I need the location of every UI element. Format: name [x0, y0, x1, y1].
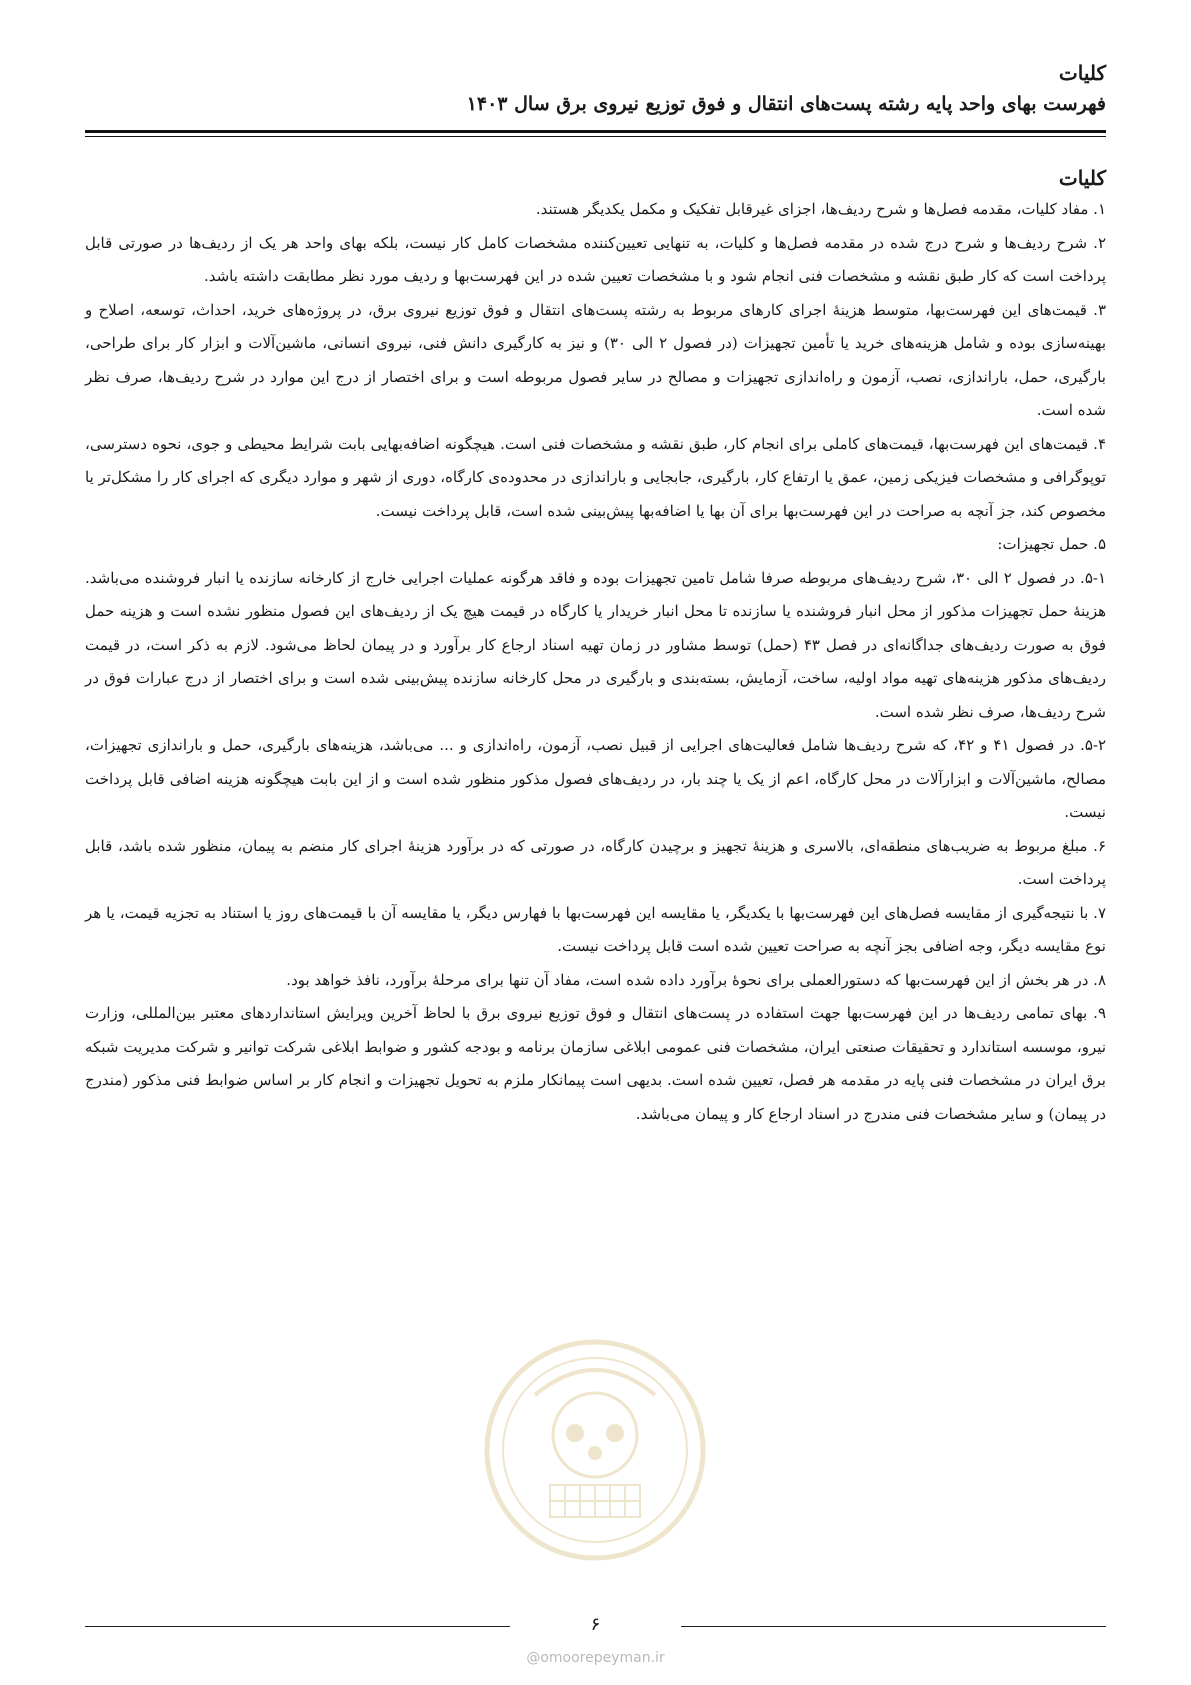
paragraph-5-1: ۵-۱. در فصول ۲ الی ۳۰، شرح ردیف‌های مربوطه صرفا شامل تامین تجهیزات بوده و فاقد هرگونه عملیات اجرایی خارج از کارخانه سازنده یا انبار فروشنده می‌باشد. هزینهٔ حمل تجهیزات مذکور از محل انبار فروشنده یا سازنده تا محل انبار خریدار یا کارگاه در قیمت هیچ یک از ردیف‌های این فصول منظور نشده است و هزینه حمل فوق به صورت ردیف‌های جداگانه‌ای در فصل ۴۳ (حمل) توسط مشاور در زمان تهیه اسناد ارجاع کار برآورد و در پیمان لحاظ می‌شود. لازم به ذکر است، در قیمت ردیف‌های مذکور هزینه‌های تهیه مواد اولیه، ساخت، آزمایش، بسته‌بندی و بارگیری در محل کارخانه سازنده پیش‌بینی شده است و برای اختصار از درج عبارات فوق در شرح ردیف‌ها، صرف نظر شده است.	[85, 568, 1107, 721]
watermark-seal-icon	[480, 1335, 710, 1565]
paragraph-5: ۵. حمل تجهیزات:	[997, 535, 1106, 553]
site-watermark-text: @omoorepeyman.ir	[526, 1650, 665, 1666]
paragraph-2: ۲. شرح ردیف‌ها و شرح درج شده در مقدمه فصل‌ها و کلیات، به تنهایی تعیین‌کننده مشخصات کامل کار نیست، بلکه بهای واحد هر یک از ردیف‌ها در صورتی قابل پرداخت است که کار طبق نقشه و مشخصات فنی انجام شود و با مشخصات تعیین شده در این فهرست‌بها و ردیف مورد نظر مطابقت داشته باشد.	[85, 233, 1106, 285]
paragraph-8: ۸. در هر بخش از این فهرست‌بها که دستورالعملی برای نحوهٔ برآورد داده شده است، مفاد آن تنها برای مرحلهٔ برآورد، نافذ خواهد بود.	[286, 970, 1106, 989]
paragraph-1: ۱. مفاد کلیات، مقدمه فصل‌ها و شرح ردیف‌ها، اجزای غیرقابل تفکیک و مکمل یکدیگر هستند.	[535, 200, 1106, 218]
header-rule-thin	[85, 136, 1106, 137]
page-number: ۶	[590, 1614, 601, 1635]
header-title: فهرست بهای واحد پایه رشته پست‌های انتقال و فوق توزیع نیروی برق سال ۱۴۰۳	[466, 93, 1106, 115]
paragraph-3: ۳. قیمت‌های این فهرست‌بها، متوسط هزینهٔ اجرای کارهای مربوط به رشته پست‌های انتقال و فوق توزیع نیروی برق، در پروژه‌های خرید، احداث، توسعه، اصلاح و بهینه‌سازی بوده و شامل هزینه‌های خرید یا تأمین تجهیزات (در فصول ۲ الی ۳۰) و نیز به کارگیری دانش فنی، نیروی انسانی، ماشین‌آلات و ابزار کار برای طراحی، بارگیری، حمل، باراندازی، نصب، آزمون و راه‌اندازی تجهیزات و مصالح در سایر فصول مربوطه است و برای اختصار از درج این موارد در شرح ردیف‌ها، صرف نظر شده است.	[85, 300, 1106, 419]
paragraph-6: ۶. مبلغ مربوط به ضریب‌های منطقه‌ای، بالاسری و هزینهٔ تجهیز و برچیدن کارگاه، در صورتی که در برآورد هزینهٔ اجرای کار منضم به پیمان، منظور شده باشد، قابل پرداخت است.	[85, 836, 1106, 888]
header-category: کلیات	[1058, 61, 1106, 85]
paragraph-7: ۷. با نتیجه‌گیری از مقایسه فصل‌های این فهرست‌بها با یکدیگر، یا مقایسه این فهرست‌بها با فهارس دیگر، یا مقایسه آن با قیمت‌های روز یا استناد به تجزیه قیمت، یا هر نوع مقایسه دیگر، وجه اضافی بجز آنچه به صراحت تعیین شده است قابل پرداخت نیست.	[85, 903, 1106, 955]
header-rule-thick	[85, 130, 1106, 133]
section-title: کلیات	[1058, 166, 1106, 190]
page-header	[85, 58, 1106, 120]
paragraph-4: ۴. قیمت‌های این فهرست‌بها، قیمت‌های کاملی برای انجام کار، طبق نقشه و مشخصات فنی است. هیچگونه اضافه‌بهایی بابت شرایط محیطی و جوی، نحوه دسترسی، توپوگرافی و مشخصات فیزیکی زمین، عمق یا ارتفاع کار، بارگیری، جابجایی و باراندازی در محدوده‌ی کارگاه، دوری از شهر و موارد دیگری که اجرای کار را مشکل‌تر یا مخصوص کند، جز آنچه به صراحت در این فهرست‌بها برای آن بها یا اضافه‌بها پیش‌بینی شده است، قابل پرداخت نیست.	[85, 434, 1106, 520]
body-text	[85, 193, 1106, 1131]
paragraph-9: ۹. بهای تمامی ردیف‌ها در این فهرست‌بها جهت استفاده در پست‌های انتقال و فوق توزیع نیروی برق با لحاظ آخرین ویرایش استانداردهای معتبر بین‌المللی، وزارت نیرو، موسسه استاندارد و تحقیقات صنعتی ایران، مشخصات فنی عمومی ابلاغی سازمان برنامه و بودجه کشور و ضوابط ابلاغی شرکت توانیر و شرکت مدیریت شبکه برق ایران در مشخصات فنی پایه در مقدمه هر فصل، تعیین شده است. بدیهی است پیمانکار ملزم به تحویل تجهیزات و انجام کار بر اساس ضوابط فنی مذکور (مندرج در پیمان) و سایر مشخصات فنی مندرج در اسناد ارجاع کار و پیمان می‌باشد.	[85, 1004, 1106, 1123]
paragraph-5-2: ۵-۲. در فصول ۴۱ و ۴۲، که شرح ردیف‌ها شامل فعالیت‌های اجرایی از قبیل نصب، آزمون، راه‌اندازی و ... می‌باشد، هزینه‌های بارگیری، حمل و باراندازی تجهیزات، مصالح، ماشین‌آلات و ابزارآلات در محل کارگاه، اعم از یک یا چند بار، در ردیف‌های فصول مذکور منظور شده است و از این بابت هیچگونه هزینه اضافی قابل پرداخت نیست.	[85, 736, 1107, 821]
